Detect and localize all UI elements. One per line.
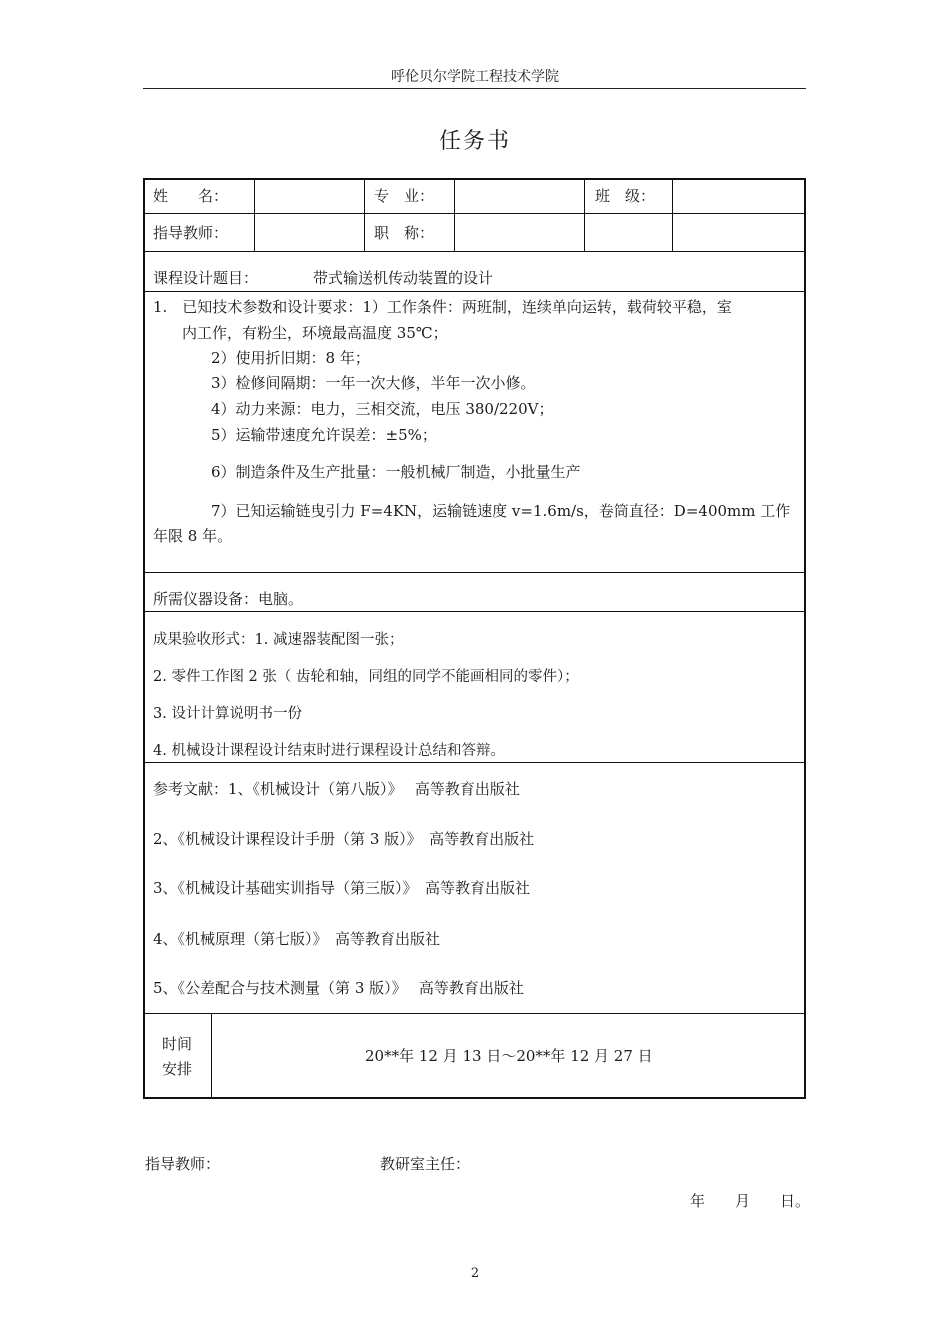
row-divider (143, 762, 806, 763)
requirements-item: 4）动力来源：电力，三相交流，电压 380/220V； (211, 400, 554, 418)
requirements-item: 3）检修间隔期：一年一次大修，半年一次小修。 (211, 374, 536, 392)
class-label: 班 级： (595, 187, 656, 205)
requirements-line: 内工作，有粉尘，环境最高温度 35℃； (182, 324, 448, 342)
topic-label: 课程设计题目： (153, 269, 259, 287)
reference-item: 4、《机械原理（第七版）》 高等教育出版社 (153, 930, 441, 948)
header-rule (143, 88, 806, 89)
topic-value: 带式输送机传动装置的设计 (313, 269, 494, 287)
requirements-item: 5）运输带速度允许误差：±5%； (211, 426, 437, 444)
col-divider (454, 178, 455, 251)
reference-item: 5、《公差配合与技术测量（第 3 版）》 高等教育出版社 (153, 979, 524, 997)
page-header: 呼伦贝尔学院工程技术学院 (391, 69, 559, 85)
page-number: 2 (470, 1266, 480, 1281)
col-divider (584, 178, 585, 251)
deliverables-line: 成果验收形式：1. 减速器装配图一张； (153, 632, 404, 648)
reference-item: 参考文献：1、《机械设计（第八版）》 高等教育出版社 (153, 780, 520, 798)
schedule-value: 20**年 12 月 13 日～20**年 12 月 27 日 (365, 1047, 653, 1065)
requirements-item: 7）已知运输链曳引力 F=4KN，运输链速度 v=1.6m/s，卷筒直径：D=400mm 工作 (211, 502, 791, 520)
deliverables-line: 2. 零件工作图 2 张（ 齿轮和轴，同组的同学不能画相同的零件）； (153, 669, 579, 685)
signature-date: 年 月 日。 (690, 1192, 811, 1210)
table-top-border (143, 178, 806, 180)
deliverables-line: 4. 机械设计课程设计结束时进行课程设计总结和答辩。 (153, 743, 505, 759)
row-divider (143, 213, 806, 214)
col-divider (254, 178, 255, 251)
document-title: 任务书 (438, 129, 511, 154)
requirements-item: 6）制造条件及生产批量：一般机械厂制造，小批量生产 (211, 463, 581, 481)
requirements-item: 年限 8 年。 (153, 527, 233, 545)
schedule-label: 安排 (162, 1060, 193, 1078)
row-divider (143, 251, 806, 252)
rank-label: 职 称： (374, 224, 435, 242)
row-divider (143, 1013, 806, 1014)
reference-item: 3、《机械设计基础实训指导（第三版）》 高等教育出版社 (153, 879, 531, 897)
major-label: 专 业： (374, 187, 435, 205)
requirements-item: 2）使用折旧期：8 年； (211, 349, 370, 367)
schedule-label: 时间 (162, 1035, 193, 1053)
name-label: 姓 名： (153, 187, 229, 205)
col-divider (211, 1013, 212, 1098)
row-divider (143, 291, 806, 292)
deliverables-line: 3. 设计计算说明书一份 (153, 706, 302, 722)
director-signature-label: 教研室主任： (380, 1155, 471, 1173)
reference-item: 2、《机械设计课程设计手册（第 3 版）》 高等教育出版社 (153, 830, 535, 848)
requirements-line: 1. 已知技术参数和设计要求：1）工作条件：两班制，连续单向运转，载荷较平稳，室 (153, 298, 732, 316)
equipment-text: 所需仪器设备：电脑。 (153, 590, 304, 608)
advisor-label: 指导教师： (153, 224, 229, 242)
advisor-signature-label: 指导教师： (145, 1155, 221, 1173)
row-divider (143, 572, 806, 573)
col-divider (364, 178, 365, 251)
table-bottom-border (143, 1097, 806, 1099)
col-divider (672, 178, 673, 251)
row-divider (143, 611, 806, 612)
